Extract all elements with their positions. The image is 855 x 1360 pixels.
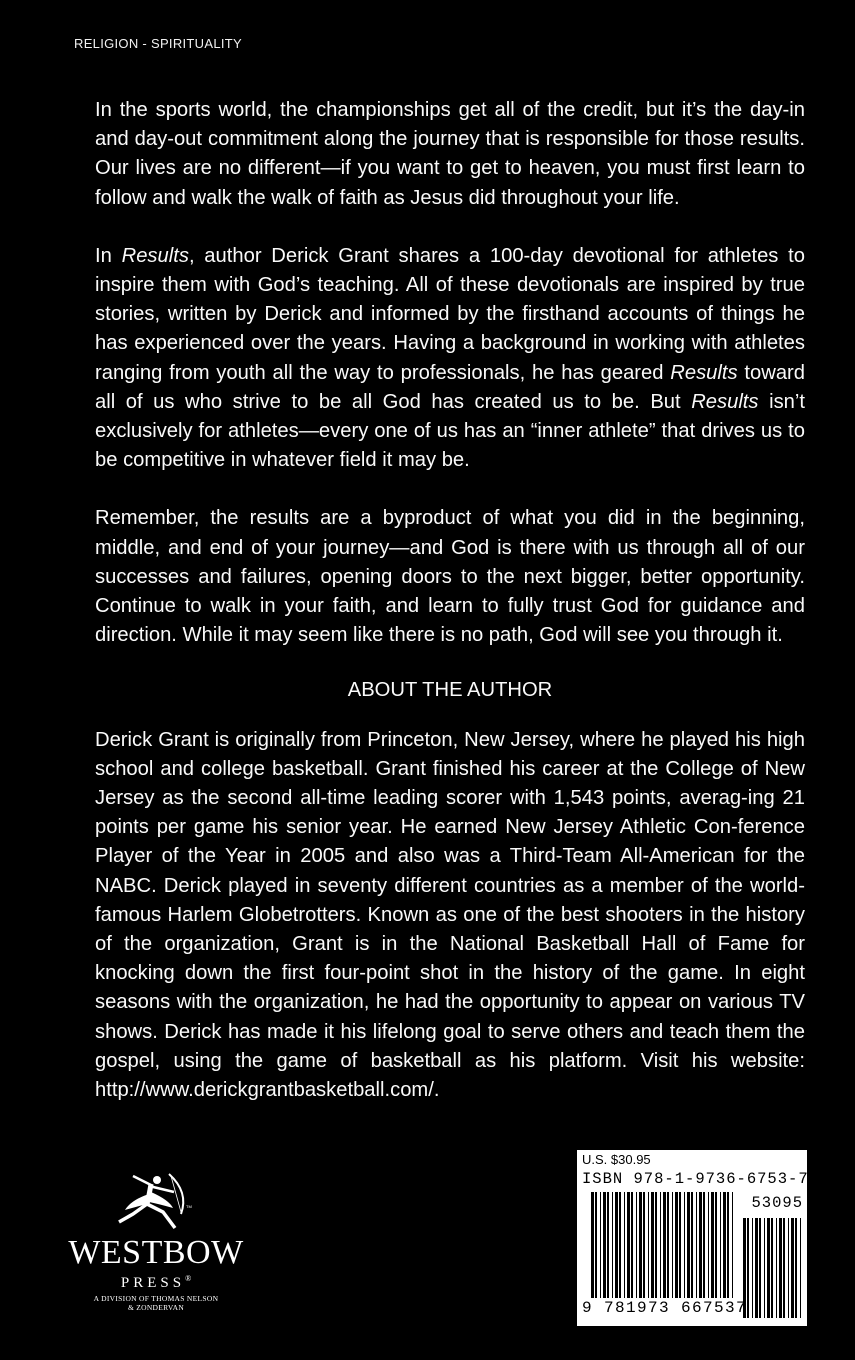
barcode-bar [639,1192,642,1298]
barcode-bar [800,1218,801,1318]
barcode-bar [696,1192,697,1298]
isbn-label: ISBN 978-1-9736-6753-7 [582,1170,809,1188]
barcode-bar [607,1192,609,1298]
about-author-text: Derick Grant is originally from Princeton, New Jersey, where he played his high school and college basketball. Grant finished his career at the College of New Jersey as the second all-time leading scorer with 1,543 points, averag-ing 21 points per game his senior year. He earned New Jersey Athletic Con-ference Player of the Year in 2005 and also was a Third-Team All-American for the NABC. Derick played in seventy different countries as a member of the world-famous Harlem Globetrotters. Known as one of the best shooters in the history of the organization, Grant is in the National Basketball Hall of Fame for knocking down the first four-point shot in the history of the game. In eight seasons with the organization, he had the opportunity to appear on various TV shows. Derick has made it his lifelong goal to serve others and teach them the gospel, using the game of basketball as his platform. Visit his website: http://www.derickgrantbasketball.com/. [95,728,805,1102]
barcode-bar [779,1218,782,1318]
barcode-bar [603,1192,606,1298]
archer-figure-icon [111,1170,201,1232]
barcode-bar [723,1192,726,1298]
barcode-bar [624,1192,625,1298]
barcode-bar [771,1218,773,1318]
publisher-division-line1: A DIVISION OF THOMAS NELSON [93,1294,219,1303]
back-cover-description [95,96,805,1105]
category-label: RELIGION - SPIRITUALITY [74,36,242,51]
barcode-bar [672,1192,673,1298]
barcode-bar [675,1192,678,1298]
barcode-bar [615,1192,618,1298]
barcode-bar [595,1192,597,1298]
barcode-bar [667,1192,669,1298]
press-text: PRESS [120,1275,186,1291]
ean-number: 9 781973 667537 [582,1299,748,1317]
barcode-bar [591,1192,594,1298]
book-title-italic: Results [670,361,738,384]
barcode-bar [759,1218,761,1318]
barcode-bar [727,1192,729,1298]
barcode-bar [715,1192,717,1298]
registered-mark: ® [185,1274,192,1283]
barcode-bar [636,1192,637,1298]
svg-text:TM: TM [186,1204,192,1209]
publisher-name: WESTBOW [68,1234,244,1271]
barcode-bar [619,1192,621,1298]
barcode-bar [703,1192,705,1298]
publisher-division-line2: & ZONDERVAN [127,1303,185,1312]
barcode-bar [679,1192,681,1298]
description-paragraph-2 [95,242,805,476]
p2-text-d: isn’t exclusively for athletes—every one of us has an “inner athlete” that drives us to be competitive in whatever field it may be. [95,390,805,472]
barcode-bar [600,1192,601,1298]
publisher-press [56,1270,256,1292]
about-author-heading: ABOUT THE AUTHOR [347,679,553,702]
barcode-bar [684,1192,685,1298]
book-title-italic: Results [691,390,759,413]
barcode-bar [720,1192,721,1298]
barcode-bar [631,1192,633,1298]
barcode-bar [711,1192,714,1298]
barcode-bar [655,1192,657,1298]
barcode-bar [755,1218,758,1318]
p2-text-c: toward all of us who strive to be all God has created us to be. But [95,361,805,413]
barcode-bar [627,1192,630,1298]
barcode-bar [708,1192,709,1298]
barcode-bar [791,1218,794,1318]
barcode-bar [691,1192,693,1298]
barcode-bar [732,1192,733,1298]
barcode-bar [612,1192,613,1298]
barcode-bar [747,1218,749,1318]
p2-text-a: In [95,244,122,267]
barcode-bar [783,1218,785,1318]
barcode-bar [767,1218,770,1318]
p2-text-b: , author Derick Grant shares a 100-day devotional for athletes to inspire them with God’s teaching. All of these devotionals are inspired by true stories, written by Derick and informed by the firsthand accounts of things he has experienced over the years. Having a background in working with athletes ranging from youth all the way to professionals, he has geared [95,244,805,384]
barcode-bar [776,1218,777,1318]
barcode-bar [788,1218,789,1318]
description-paragraph-1: In the sports world, the championships get all of the credit, but it’s the day-in and day-out commitment along the journey that is responsible for those results. Our lives are no different—if you want to get to heaven, you must first learn to follow and walk the walk of faith as Jesus did throughout your life. [95,99,805,209]
barcode-bar [660,1192,661,1298]
price-label: U.S. $30.95 [582,1152,651,1167]
price-addon-code: 53095 [751,1194,803,1212]
barcode-bar [795,1218,797,1318]
barcode-bar [687,1192,690,1298]
book-title-italic: Results [121,244,189,267]
description-paragraph-3: Remember, the results are a byproduct of what you did in the beginning, middle, and end of your journey—and God is there with us through all of our successes and failures, opening doors to the next bigger, better opportunity. Continue to walk in your faith, and learn to fully trust God for guidance and direction. While it may seem like there is no path, God will see you through it. [95,507,805,647]
barcode-bar [648,1192,649,1298]
barcode-bar [651,1192,654,1298]
barcode-bar [643,1192,645,1298]
barcode-bar [752,1218,753,1318]
barcode-bar [699,1192,702,1298]
barcode-bar [764,1218,765,1318]
barcode-bar [663,1192,666,1298]
publisher-logo [56,1170,256,1312]
